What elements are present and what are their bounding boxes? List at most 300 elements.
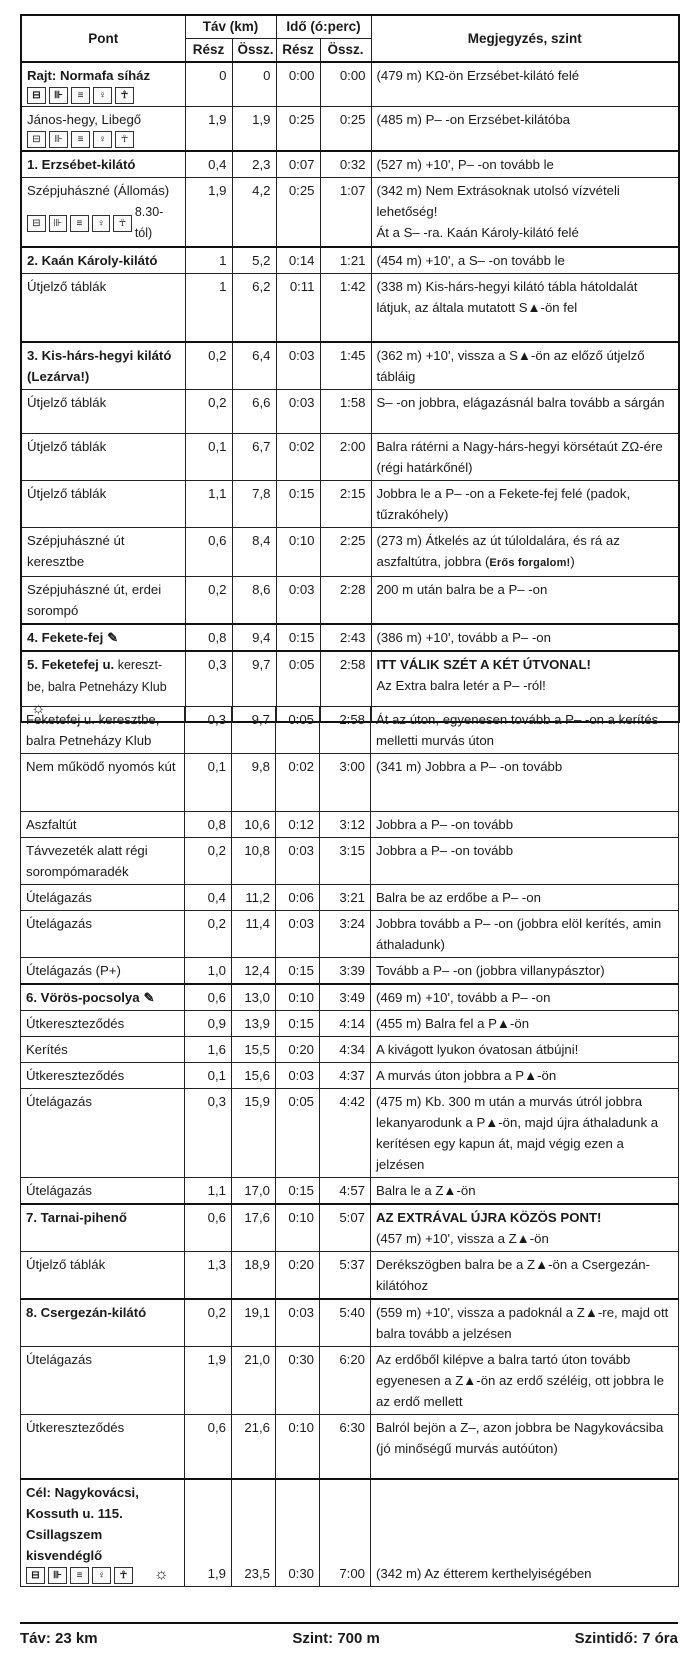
cell-resz: 0,8: [185, 812, 232, 838]
cell-resz: 1,9: [185, 178, 232, 248]
header-megj: Megjegyzés, szint: [371, 15, 679, 62]
cell-ossz: 9,4: [232, 624, 276, 651]
cell-iresz: 0:30: [276, 1347, 320, 1415]
header-resz2: Rész: [276, 39, 320, 63]
cell-megjegyzes: [371, 1178, 679, 1205]
table-row: [21, 1299, 679, 1347]
table-row: [21, 342, 679, 390]
header-row: [21, 15, 679, 39]
cell-iresz: 0:03: [276, 1299, 320, 1347]
pont-label: Rajt: Normafa síház: [27, 68, 151, 83]
cell-ossz: 6,4: [232, 342, 276, 390]
cell-iossz: 3:39: [320, 958, 371, 985]
cell-megjegyzes: [371, 1089, 679, 1178]
cell-iresz: 0:00: [276, 62, 320, 107]
cell-iossz: 3:21: [320, 885, 371, 911]
table-row: [21, 274, 679, 342]
cell-iresz: 0:14: [276, 247, 320, 274]
cell-ossz: 23,5: [232, 1479, 276, 1587]
table-row: [21, 1011, 679, 1037]
cell-megjegyzes: [371, 1063, 679, 1089]
cell-iossz: 7:00: [320, 1479, 371, 1587]
cell-ossz: 10,8: [232, 838, 276, 885]
cell-iossz: 4:57: [320, 1178, 371, 1205]
toilet-men-icon: ☥: [115, 87, 134, 104]
cell-pont: [21, 1089, 185, 1178]
cell-ossz: 7,8: [232, 480, 276, 527]
cell-ossz: 2,3: [232, 151, 276, 178]
time-limit: Szintidő: 7 óra: [574, 1629, 678, 1647]
header-tav: Táv (km): [185, 15, 276, 39]
food-icon: ≡: [71, 131, 90, 148]
table-row: [21, 885, 679, 911]
cell-megjegyzes: [371, 274, 679, 342]
toilet-women-icon: ♀: [93, 87, 112, 104]
table-row: [21, 178, 679, 248]
shelter-icon: ⊟: [26, 1567, 45, 1584]
note-text: A kivágott lyukon óvatosan átbújni!: [376, 1042, 579, 1057]
cell-megjegyzes: [371, 1415, 679, 1479]
cell-ossz: 12,4: [232, 958, 276, 985]
cell-iresz: 0:20: [276, 1252, 320, 1300]
cell-iossz: 4:14: [320, 1011, 371, 1037]
pont-label: Útjelző táblák: [27, 394, 107, 410]
cell-megjegyzes: [371, 1347, 679, 1415]
pencil-icon: ✎: [143, 990, 155, 1005]
cell-iresz: 0:10: [276, 984, 320, 1011]
cell-pont: [21, 1479, 185, 1587]
cell-resz: 1: [185, 247, 232, 274]
cell-megjegyzes: [371, 247, 679, 274]
cell-megjegyzes: [371, 342, 679, 390]
cell-ossz: 9,7: [232, 707, 276, 754]
table-row: [21, 480, 679, 527]
pont-label: 3. Kis-hárs-hegyi kilátó (Lezárva!): [27, 347, 172, 384]
cell-resz: 1,9: [185, 1479, 232, 1587]
note-text: Jobbra a P– -on tovább: [376, 817, 514, 832]
table-row: [21, 911, 679, 958]
cell-pont: [21, 838, 185, 885]
note-text: (455 m) Balra fel a P▲-ön: [376, 1016, 530, 1031]
cell-ossz: 9,8: [232, 754, 276, 812]
cell-iresz: 0:30: [276, 1479, 320, 1587]
cell-ossz: 21,6: [232, 1415, 276, 1479]
note-warning: Erős forgalom!: [489, 556, 571, 569]
cell-resz: 1,6: [185, 1037, 232, 1063]
note-text: Balra be az erdőbe a P– -on: [376, 890, 541, 905]
cell-resz: 0,9: [185, 1011, 232, 1037]
cell-iossz: 2:58: [320, 651, 371, 722]
cell-megjegyzes: [371, 838, 679, 885]
cell-iossz: 3:15: [320, 838, 371, 885]
cell-megjegyzes: [371, 911, 679, 958]
cell-megjegyzes: [371, 480, 679, 527]
pont-label: Útelágazás: [26, 1352, 92, 1367]
cell-iossz: 2:15: [320, 480, 371, 527]
cell-iossz: 3:00: [320, 754, 371, 812]
table-row: [21, 1252, 679, 1300]
header-pont: Pont: [21, 15, 185, 62]
table-row: [21, 838, 679, 885]
cell-iresz: 0:10: [276, 1415, 320, 1479]
table-row: [21, 433, 679, 480]
cell-iossz: 1:42: [320, 274, 371, 342]
table-row: [21, 1415, 679, 1479]
cell-megjegyzes: [371, 178, 679, 248]
cell-megjegyzes: [371, 433, 679, 480]
cell-iossz: 3:12: [320, 812, 371, 838]
table-row: [21, 1347, 679, 1415]
table-row: [21, 984, 679, 1011]
cell-resz: 0,6: [185, 1204, 232, 1252]
cell-megjegyzes: [371, 151, 679, 178]
table-row: [21, 1479, 679, 1587]
cell-ossz: 13,9: [232, 1011, 276, 1037]
sun-icon: ☼: [154, 1566, 169, 1583]
cell-ossz: 17,6: [232, 1204, 276, 1252]
cell-iresz: 0:05: [276, 707, 320, 754]
cell-pont: [21, 247, 185, 274]
note-text: Jobbra tovább a P– -on (jobbra elöl kerítés, amin áthaladunk): [376, 916, 662, 952]
cell-iresz: 0:25: [276, 178, 320, 248]
table-row: [21, 754, 679, 812]
cell-iossz: 2:58: [320, 707, 371, 754]
cell-iresz: 0:02: [276, 754, 320, 812]
cell-ossz: 6,2: [232, 274, 276, 342]
cell-iresz: 0:15: [276, 1178, 320, 1205]
cell-ossz: 8,6: [232, 576, 276, 624]
cell-megjegyzes: [371, 62, 679, 107]
cell-ossz: 19,1: [232, 1299, 276, 1347]
note-text: ITT VÁLIK SZÉT A KÉT ÚTVONAL!: [376, 656, 591, 672]
cell-iresz: 0:07: [276, 151, 320, 178]
cell-ossz: 6,6: [232, 389, 276, 433]
cell-pont: [21, 1415, 185, 1479]
pont-label-tail: kereszt-be, balra Petneházy Klub: [27, 657, 167, 694]
cell-ossz: 1,9: [232, 107, 276, 152]
cell-pont: [21, 1204, 185, 1252]
cell-resz: 1,1: [185, 1178, 232, 1205]
note-text: Az erdőből kilépve a balra tartó úton tovább egyenesen a Z▲-ön az erdő széléig, ott jobbra le az erdő mellett: [376, 1352, 664, 1409]
cell-ossz: 8,4: [232, 527, 276, 576]
cell-iossz: 3:24: [320, 911, 371, 958]
toilet-women-icon: ♀: [92, 215, 111, 232]
cell-resz: 0,2: [185, 838, 232, 885]
cell-ossz: 4,2: [232, 178, 276, 248]
total-distance: Táv: 23 km: [20, 1629, 98, 1647]
cell-resz: 0,1: [185, 754, 232, 812]
cell-iossz: 1:07: [320, 178, 371, 248]
cell-megjegyzes: [371, 958, 679, 985]
cell-iossz: 0:00: [320, 62, 371, 107]
pont-label: Útelágazás: [26, 890, 92, 905]
cell-iossz: 6:30: [320, 1415, 371, 1479]
food-icon: ≡: [70, 215, 89, 232]
pont-label: 4. Fekete-fej: [27, 629, 104, 645]
cell-resz: 0,3: [185, 651, 232, 722]
cell-pont: [21, 1063, 185, 1089]
route-table-part-1: [20, 14, 680, 723]
cell-iresz: 0:02: [276, 433, 320, 480]
cell-pont: [21, 274, 185, 342]
cell-megjegyzes: [371, 1011, 679, 1037]
table-row: [21, 1178, 679, 1205]
cell-resz: 1,1: [185, 480, 232, 527]
table-row: [21, 151, 679, 178]
note-text-2: (457 m) +10', vissza a Z▲-ön: [376, 1231, 549, 1246]
cell-pont: [21, 342, 185, 390]
pont-label: Útelágazás: [26, 1094, 92, 1109]
pont-label: Útjelző táblák: [26, 1257, 106, 1272]
cell-pont: [21, 754, 185, 812]
cell-ossz: 11,2: [232, 885, 276, 911]
note-text: Jobbra a P– -on tovább: [376, 843, 514, 858]
note-text: Balra rátérni a Nagy-hárs-hegyi körsétaút ZΩ-ére (régi határkőnél): [376, 438, 663, 475]
cell-ossz: 11,4: [232, 911, 276, 958]
cell-pont: [21, 812, 185, 838]
cell-megjegyzes: [371, 1299, 679, 1347]
cell-ossz: 6,7: [232, 433, 276, 480]
note-text: (454 m) +10', a S– -on tovább le: [376, 253, 565, 268]
pencil-icon: ✎: [107, 629, 119, 645]
cell-pont: [21, 480, 185, 527]
cell-iresz: 0:15: [276, 1011, 320, 1037]
cell-resz: 1,9: [185, 107, 232, 152]
drink-icon: ⊪: [49, 215, 68, 232]
cell-pont: [21, 1299, 185, 1347]
pont-label: Kerítés: [26, 1042, 68, 1057]
pont-label: Útjelző táblák: [27, 485, 107, 501]
toilet-women-icon: ♀: [92, 1567, 111, 1584]
toilet-men-icon: ☥: [113, 215, 132, 232]
cell-iresz: 0:05: [276, 1089, 320, 1178]
cell-iossz: 0:32: [320, 151, 371, 178]
cell-ossz: 10,6: [232, 812, 276, 838]
cell-iresz: 0:06: [276, 885, 320, 911]
facility-icons: [26, 1567, 179, 1584]
note-text: (469 m) +10', tovább a P– -on: [376, 990, 551, 1005]
cell-pont: [21, 576, 185, 624]
cell-ossz: 21,0: [232, 1347, 276, 1415]
note-text: (341 m) Jobbra a P– -on tovább: [376, 759, 563, 774]
table-row: [21, 389, 679, 433]
cell-iossz: 0:25: [320, 107, 371, 152]
cell-iossz: 4:34: [320, 1037, 371, 1063]
cell-megjegyzes: [371, 885, 679, 911]
cell-resz: 1,0: [185, 958, 232, 985]
note-text: AZ EXTRÁVAL ÚJRA KÖZÖS PONT!: [376, 1210, 602, 1225]
pont-label: Nem működő nyomós kút: [26, 759, 176, 774]
pont-label: 5. Feketefej u.: [27, 656, 115, 672]
cell-iresz: 0:25: [276, 107, 320, 152]
facility-note: 8.30-tól): [134, 205, 164, 240]
note-text: Derékszögben balra be a Z▲-ön a Csergezán-kilátóhoz: [376, 1257, 651, 1293]
cell-pont: [21, 1347, 185, 1415]
cell-iossz: 5:07: [320, 1204, 371, 1252]
pont-label: Útkereszteződés: [26, 1420, 125, 1435]
shelter-icon: ⊟: [27, 215, 46, 232]
cell-iresz: 0:20: [276, 1037, 320, 1063]
cell-megjegyzes: [371, 754, 679, 812]
pont-label: 7. Tarnai-pihenő: [26, 1210, 127, 1225]
pont-label: Útkereszteződés: [26, 1068, 125, 1083]
cell-iossz: 2:25: [320, 527, 371, 576]
cell-ossz: 15,6: [232, 1063, 276, 1089]
cell-iossz: 4:42: [320, 1089, 371, 1178]
food-icon: ≡: [70, 1567, 89, 1584]
cell-megjegyzes: [371, 1204, 679, 1252]
cell-ossz: 15,9: [232, 1089, 276, 1178]
table-row: [21, 624, 679, 651]
cell-pont: [21, 1011, 185, 1037]
cell-iossz: 5:37: [320, 1252, 371, 1300]
cell-resz: 0: [185, 62, 232, 107]
cell-pont: [21, 911, 185, 958]
cell-resz: 0,6: [185, 527, 232, 576]
cell-pont: [21, 151, 185, 178]
cell-iossz: 1:21: [320, 247, 371, 274]
cell-ossz: 5,2: [232, 247, 276, 274]
note-text: (559 m) +10', vissza a padoknál a Z▲-re, majd ott balra tovább a jelzésen: [376, 1305, 669, 1341]
pont-label: Feketefej u. keresztbe, balra Petneházy Klub: [26, 712, 160, 748]
toilet-men-icon: ☥: [115, 131, 134, 148]
cell-megjegyzes: [371, 1037, 679, 1063]
table-row: [21, 527, 679, 576]
toilet-men-icon: ☥: [114, 1567, 133, 1584]
cell-iossz: 5:40: [320, 1299, 371, 1347]
pont-label: Cél: Nagykovácsi, Kossuth u. 115. Csillagszem kisvendéglő: [26, 1484, 139, 1563]
pont-label: 8. Csergezán-kilátó: [26, 1305, 147, 1320]
cell-ossz: 17,0: [232, 1178, 276, 1205]
cell-iresz: 0:05: [276, 651, 320, 722]
cell-iresz: 0:03: [276, 838, 320, 885]
cell-iossz: 2:00: [320, 433, 371, 480]
table-row: [21, 812, 679, 838]
cell-megjegyzes: [371, 576, 679, 624]
note-text: (479 m) KΩ-ön Erzsébet-kilátó felé: [376, 68, 580, 83]
table-row: [21, 958, 679, 985]
pont-label: Útjelző táblák: [27, 279, 107, 294]
cell-resz: 0,1: [185, 433, 232, 480]
cell-resz: 0,2: [185, 576, 232, 624]
table-row: [21, 247, 679, 274]
pont-label: 2. Kaán Károly-kilátó: [27, 253, 158, 268]
note-text: Balra le a Z▲-ön: [376, 1183, 476, 1198]
cell-iresz: 0:03: [276, 911, 320, 958]
cell-ossz: 18,9: [232, 1252, 276, 1300]
cell-resz: 0,4: [185, 885, 232, 911]
cell-resz: 1,3: [185, 1252, 232, 1300]
cell-resz: 0,4: [185, 151, 232, 178]
cell-iossz: 3:49: [320, 984, 371, 1011]
cell-megjegyzes: [371, 812, 679, 838]
note-text: (475 m) Kb. 300 m után a murvás útról jobbra lekanyarodunk a P▲-ön, majd újra áthaladunk a kerítésen egy kapun át, majd végig ezen a jelzésen: [376, 1094, 659, 1172]
cell-iossz: 2:28: [320, 576, 371, 624]
cell-resz: 0,2: [185, 911, 232, 958]
cell-iossz: 1:58: [320, 389, 371, 433]
sun-icon: ☼: [31, 699, 46, 717]
header-ossz: Össz.: [232, 39, 276, 63]
cell-megjegyzes: [371, 1479, 679, 1587]
note-text: (527 m) +10', P– -on tovább le: [376, 157, 554, 172]
note-text: Balról bejön a Z–, azon jobbra be Nagykovácsiba (jó minőségű murvás autóúton): [376, 1420, 664, 1456]
table-row: [21, 576, 679, 624]
cell-megjegyzes: [371, 624, 679, 651]
cell-pont: [21, 389, 185, 433]
note-text-2: Át a S– -ra. Kaán Károly-kilátó felé: [376, 225, 579, 240]
table-row: [21, 707, 679, 754]
cell-ossz: 9,7: [232, 651, 276, 722]
cell-resz: 0,2: [185, 389, 232, 433]
cell-iresz: 0:10: [276, 1204, 320, 1252]
cell-megjegyzes: [371, 1252, 679, 1300]
cell-pont: [21, 433, 185, 480]
cell-iresz: 0:03: [276, 389, 320, 433]
note-text-end: ): [570, 553, 575, 569]
pont-label: Aszfaltút: [26, 817, 77, 832]
cell-iresz: 0:15: [276, 480, 320, 527]
table-row: [21, 1063, 679, 1089]
cell-megjegyzes: [371, 527, 679, 576]
note-text: (338 m) Kis-hárs-hegyi kilátó tábla hátoldalát látjuk, az általa mutatott S▲-ön fel: [376, 279, 638, 315]
cell-pont: [21, 107, 185, 152]
cell-megjegyzes: [371, 707, 679, 754]
note-text: S– -on jobbra, elágazásnál balra tovább a sárgán: [376, 394, 665, 410]
total-elevation: Szint: 700 m: [292, 1629, 380, 1647]
cell-pont: [21, 1252, 185, 1300]
cell-ossz: 15,5: [232, 1037, 276, 1063]
cell-iossz: 1:45: [320, 342, 371, 390]
cell-pont: [21, 1178, 185, 1205]
summary-footer: [20, 1622, 678, 1650]
note-text-2: Az Extra balra letér a P– -ról!: [376, 677, 546, 693]
cell-iresz: 0:03: [276, 1063, 320, 1089]
note-text: (386 m) +10', tovább a P– -on: [376, 629, 551, 645]
cell-ossz: 0: [232, 62, 276, 107]
pont-label: 1. Erzsébet-kilátó: [27, 157, 136, 172]
note-text: (342 m) Az étterem kerthelyiségében: [376, 1566, 592, 1581]
header-ido: Idő (ó:perc): [276, 15, 371, 39]
cell-iossz: 6:20: [320, 1347, 371, 1415]
cell-resz: 1,9: [185, 1347, 232, 1415]
drink-icon: ⊪: [49, 131, 68, 148]
cell-iresz: 0:03: [276, 576, 320, 624]
cell-iresz: 0:12: [276, 812, 320, 838]
shelter-icon: ⊟: [27, 87, 46, 104]
cell-iresz: 0:15: [276, 958, 320, 985]
note-text: (362 m) +10', vissza a S▲-ön az előző útjelző tábláig: [376, 347, 645, 384]
pont-label: Útelágazás: [26, 916, 92, 931]
shelter-icon: ⊟: [27, 131, 46, 148]
table-row: [21, 1089, 679, 1178]
cell-pont: [21, 707, 185, 754]
table-row: [21, 1037, 679, 1063]
pont-label: János-hegy, Libegő: [27, 112, 142, 127]
pont-label: Útelágazás: [26, 1183, 92, 1198]
drink-icon: ⊪: [48, 1567, 67, 1584]
note-text: Tovább a P– -on (jobbra villanypásztor): [376, 963, 605, 978]
cell-megjegyzes: [371, 107, 679, 152]
pont-label: Távvezeték alatt régi sorompómaradék: [26, 843, 148, 879]
cell-resz: 0,8: [185, 624, 232, 651]
cell-iresz: 0:15: [276, 624, 320, 651]
note-text: (485 m) P– -on Erzsébet-kilátóba: [376, 112, 571, 127]
route-table-part-2: [20, 706, 679, 1587]
cell-iresz: 0:11: [276, 274, 320, 342]
facility-icons: [27, 131, 180, 148]
header-ossz2: Össz.: [320, 39, 371, 63]
cell-pont: [21, 984, 185, 1011]
